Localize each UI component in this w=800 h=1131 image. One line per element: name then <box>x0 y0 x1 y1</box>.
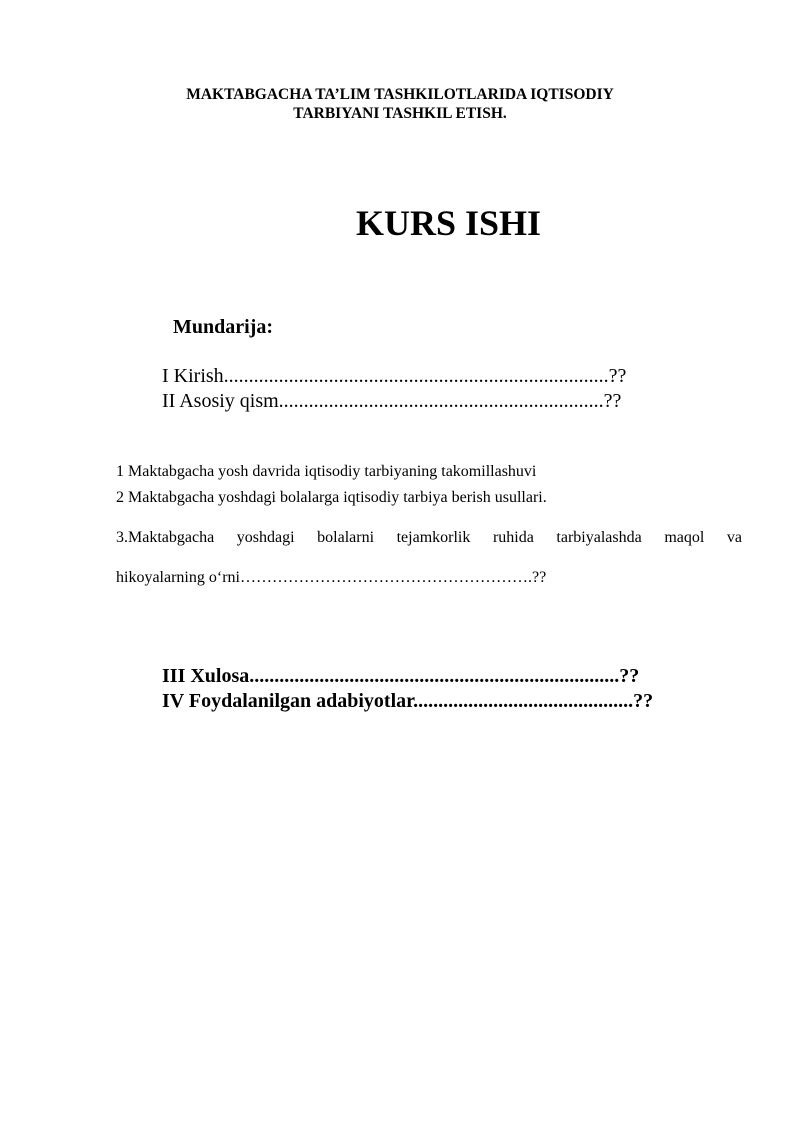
document-type-heading: KURS ISHI <box>356 203 542 243</box>
toc-item-main-part: II Asosiy qism.................................................................?? <box>162 390 622 412</box>
document-title <box>0 85 800 123</box>
toc-item-conclusion: III Xulosa..........................................................................?? <box>162 665 640 687</box>
toc-item-introduction: I Kirish.............................................................................?? <box>162 365 627 387</box>
toc-item-references: IV Foydalanilgan adabiyotlar............................................?? <box>162 690 654 712</box>
toc-subitem-3-line2: hikoyalarning o‘rni……………………………………………….?? <box>116 569 547 586</box>
toc-subitem-3-line1: 3.Maktabgacha yoshdagi bolalarni tejamkorlik ruhida tarbiyalashda maqol va <box>116 529 742 546</box>
toc-subitem-1: 1 Maktabgacha yosh davrida iqtisodiy tarbiyaning takomillashuvi <box>116 463 537 480</box>
title-line-1: MAKTABGACHA TA’LIM TASHKILOTLARIDA IQTISODIY <box>186 86 614 103</box>
title-line-2: TARBIYANI TASHKIL ETISH. <box>293 105 507 122</box>
contents-heading: Mundarija: <box>173 316 273 338</box>
toc-subitem-2: 2 Maktabgacha yoshdagi bolalarga iqtisodiy tarbiya berish usullari. <box>116 489 547 506</box>
